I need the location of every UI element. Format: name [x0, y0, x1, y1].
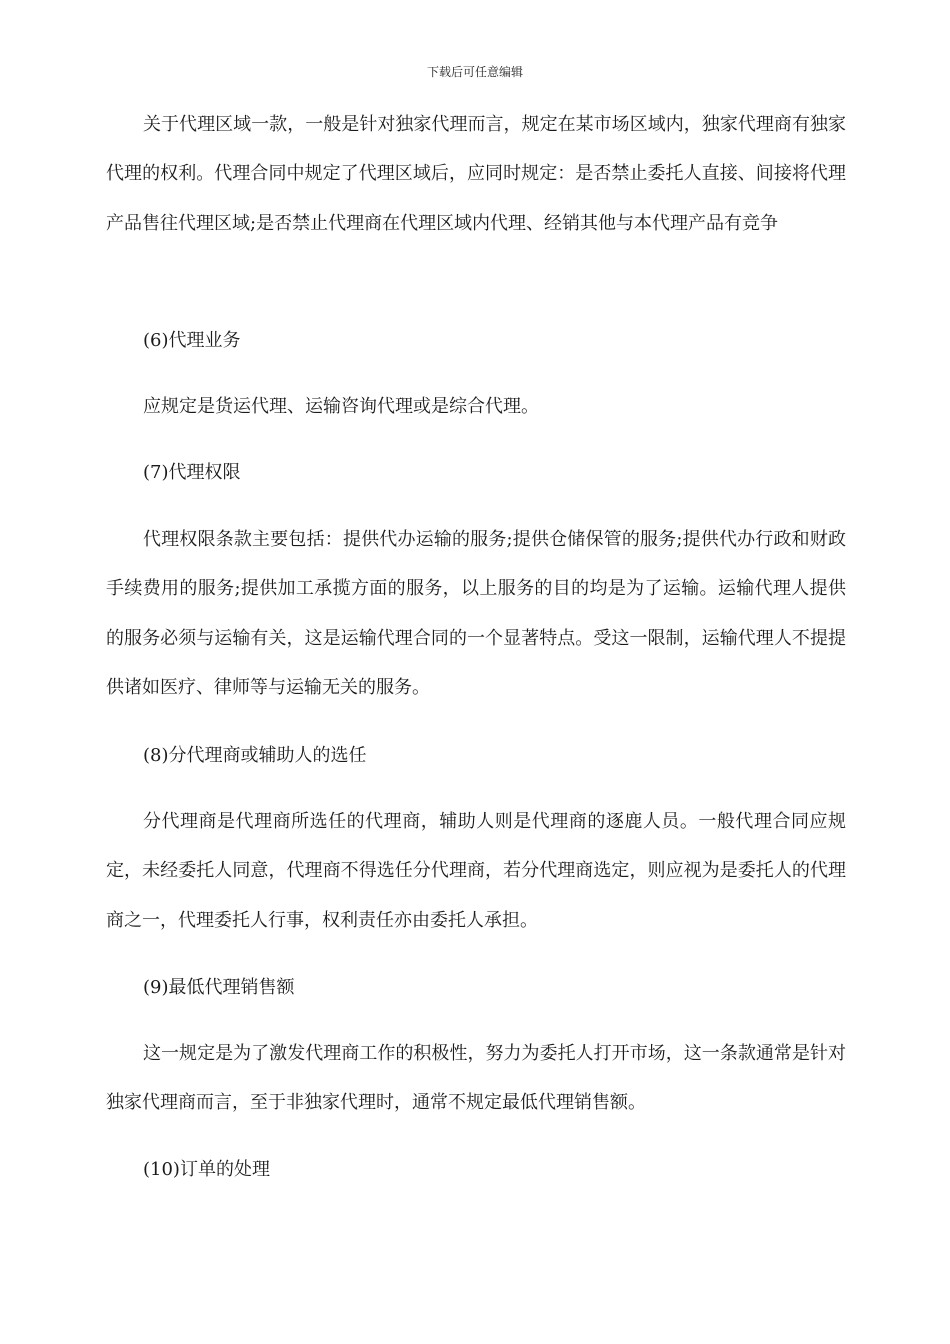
heading-minimum-sales: (9)最低代理销售额 — [143, 977, 295, 998]
paragraph-agency-business: 应规定是货运代理、运输咨询代理或是综合代理。 — [143, 396, 539, 417]
paragraph-minimum-sales: 这一规定是为了激发代理商工作的积极性，努力为委托人打开市场，这一条款通常是针对独家代理商而言，至于非独家代理时，通常不规定最低代理销售额。 — [106, 1043, 846, 1114]
heading-order-handling: (10)订单的处理 — [143, 1159, 270, 1180]
paragraph-sub-agent-selection: 分代理商是代理商所选任的代理商，辅助人则是代理商的逐鹿人员。一般代理合同应规定，未经委托人同意，代理商不得选任分代理商，若分代理商选定，则应视为是委托人的代理商之一，代理委托人行事，权利责任亦由委托人承担。 — [106, 811, 846, 931]
page-header: 下载后可任意编辑 — [426, 65, 523, 79]
paragraph-agency-region: 关于代理区域一款，一般是针对独家代理而言，规定在某市场区域内，独家代理商有独家代理的权利。代理合同中规定了代理区域后，应同时规定：是否禁止委托人直接、间接将代理产品售往代理区域;是否禁止代理商在代理区域内代理、经销其他与本代理产品有竞争 — [106, 114, 846, 234]
paragraph-agency-authority: 代理权限条款主要包括：提供代办运输的服务;提供仓储保管的服务;提供代办行政和财政手续费用的服务;提供加工承揽方面的服务，以上服务的目的均是为了运输。运输代理人提供的服务必须与运输有关，这是运输代理合同的一个显著特点。受这一限制，运输代理人不提提供诸如医疗、律师等与运输无关的服务。 — [106, 529, 846, 698]
heading-agency-authority: (7)代理权限 — [143, 462, 241, 483]
heading-sub-agent-selection: (8)分代理商或辅助人的选任 — [143, 745, 367, 766]
heading-agency-business: (6)代理业务 — [143, 330, 241, 351]
